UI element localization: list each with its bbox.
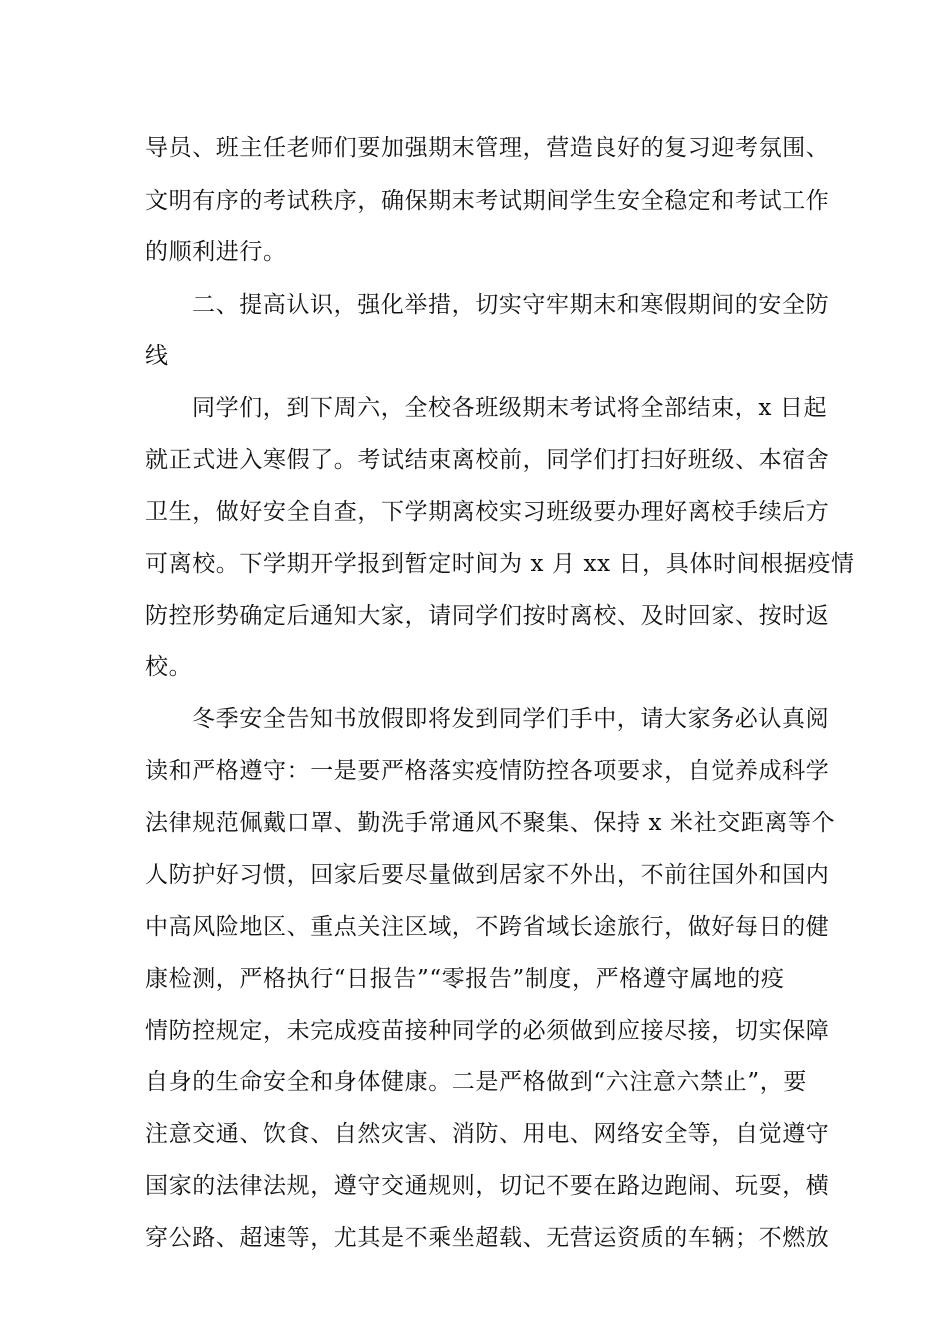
text-line: 国家的法律法规，遵守交通规则，切记不要在路边跑闹、玩耍，横 bbox=[145, 1173, 830, 1199]
text-line: 导员、班主任老师们要加强期末管理，营造良好的复习迎考氛围、 bbox=[145, 135, 830, 161]
text-line: 情防控规定，未完成疫苗接种同学的必须做到应接尽接，切实保障 bbox=[145, 1018, 830, 1044]
text-line: 康检测，严格执行“日报告”“零报告”制度，严格遵守属地的疫 bbox=[145, 966, 785, 992]
text-line: 就正式进入寒假了。考试结束离校前，同学们打扫好班级、本宿舍 bbox=[145, 447, 830, 473]
text-line: 人防护好习惯，回家后要尽量做到居家不外出，不前往国外和国内 bbox=[145, 862, 830, 888]
text-line: 的顺利进行。 bbox=[145, 239, 287, 265]
text-line: 穿公路、超速等，尤其是不乘坐超载、无营运资质的车辆；不燃放 bbox=[145, 1225, 830, 1251]
text-line: 注意交通、饮食、自然灾害、消防、用电、网络安全等，自觉遵守 bbox=[145, 1121, 830, 1147]
text-line: 文明有序的考试秩序，确保期末考试期间学生安全稳定和考试工作 bbox=[145, 188, 830, 214]
text-line: 中高风险地区、重点关注区域，不跨省域长途旅行，做好每日的健 bbox=[145, 914, 830, 940]
text-line: 校。 bbox=[145, 654, 193, 680]
text-line: 法律规范佩戴口罩、勤洗手常通风不聚集、保持 x 米社交距离等个 bbox=[145, 810, 836, 836]
text-line: 可离校。下学期开学报到暂定时间为 x 月 xx 日，具体时间根据疫情 bbox=[145, 551, 855, 577]
paragraph-start: 冬季安全告知书放假即将发到同学们手中，请大家务必认真阅 bbox=[192, 706, 830, 732]
text-line: 读和严格遵守：一是要严格落实疫情防控各项要求，自觉养成科学 bbox=[145, 758, 830, 784]
paragraph-start: 同学们，到下周六，全校各班级期末考试将全部结束，x 日起 bbox=[192, 395, 828, 421]
text-line: 防控形势确定后通知大家，请同学们按时离校、及时回家、按时返 bbox=[145, 603, 830, 629]
text-line: 卫生，做好安全自查，下学期离校实习班级要办理好离校手续后方 bbox=[145, 499, 830, 525]
section-heading-continued: 线 bbox=[145, 343, 169, 369]
text-line: 自身的生命安全和身体健康。二是严格做到“六注意六禁止”，要 bbox=[145, 1069, 807, 1095]
section-heading: 二、提高认识，强化举措，切实守牢期末和寒假期间的安全防 bbox=[192, 292, 830, 318]
